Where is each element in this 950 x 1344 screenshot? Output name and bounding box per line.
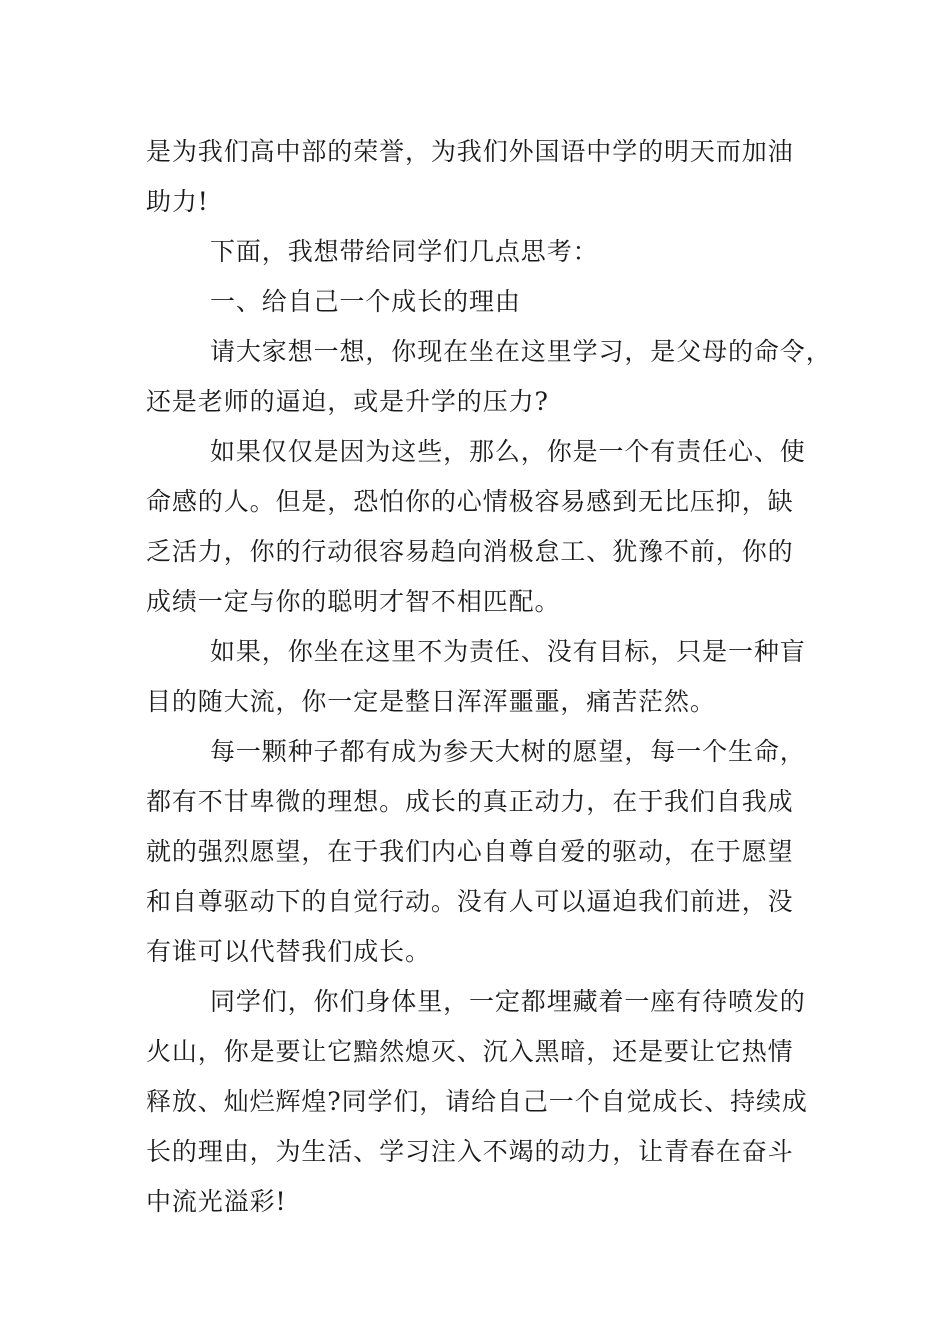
text-line: 每一颗种子都有成为参天大树的愿望，每一个生命， [210,737,806,766]
text-line: 释放、灿烂辉煌?同学们，请给自己一个自觉成长、持续成 [146,1087,808,1116]
text-line: 成绩一定与你的聪明才智不相匹配。 [146,587,561,616]
text-line: 有谁可以代替我们成长。 [146,937,431,966]
text-line: 都有不甘卑微的理想。成长的真正动力，在于我们自我成 [146,787,794,816]
text-line: 火山，你是要让它黯然熄灭、沉入黑暗，还是要让它热情 [146,1037,794,1066]
text-line: 长的理由，为生活、学习注入不竭的动力，让青春在奋斗 [146,1137,794,1166]
text-line: 助力! [146,187,209,216]
section-heading: 一、给自己一个成长的理由 [210,287,521,316]
text-line: 就的强烈愿望，在于我们内心自尊自爱的驱动，在于愿望 [146,837,794,866]
text-line: 是为我们高中部的荣誉，为我们外国语中学的明天而加油 [146,137,794,166]
text-line: 如果仅仅是因为这些，那么，你是一个有责任心、使 [210,437,806,466]
text-line: 乏活力，你的行动很容易趋向消极怠工、犹豫不前，你的 [146,537,794,566]
text-line: 命感的人。但是，恐怕你的心情极容易感到无比压抑，缺 [146,487,794,516]
text-line: 下面，我想带给同学们几点思考： [210,237,599,266]
text-line: 如果，你坐在这里不为责任、没有目标，只是一种盲 [210,637,806,666]
text-line: 还是老师的逼迫，或是升学的压力? [146,387,549,416]
text-line: 目的随大流，你一定是整日浑浑噩噩，痛苦茫然。 [146,687,716,716]
text-line: 请大家想一想，你现在坐在这里学习，是父母的命令， [210,337,832,366]
text-line: 和自尊驱动下的自觉行动。没有人可以逼迫我们前进，没 [146,887,794,916]
text-line: 同学们，你们身体里，一定都埋藏着一座有待喷发的 [210,987,806,1016]
text-line: 中流光溢彩! [146,1187,287,1216]
